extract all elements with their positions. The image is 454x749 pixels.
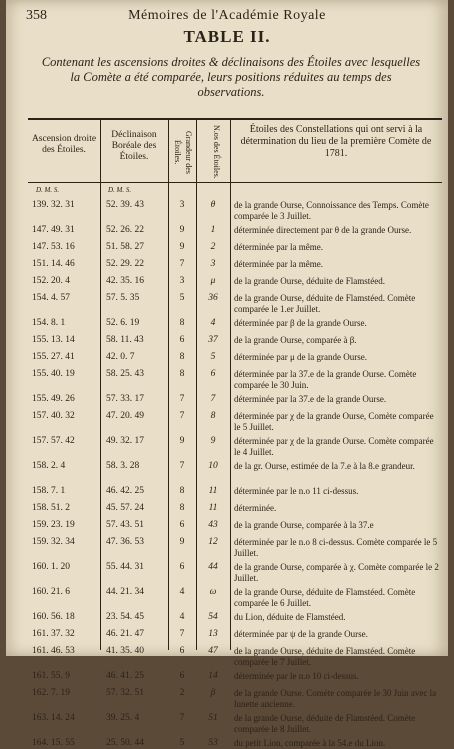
- ascension-cell: 157. 40. 32: [32, 411, 75, 421]
- declinaison-cell: 47. 20. 49: [106, 411, 144, 421]
- ascension-cell: 160. 1. 20: [32, 562, 70, 572]
- grandeur-cell: 9: [179, 242, 185, 252]
- ascension-cell: 157. 57. 42: [32, 436, 75, 446]
- numero-cell: 14: [208, 671, 218, 681]
- grandeur-cell: 2: [179, 688, 185, 698]
- numero-cell: 36: [208, 293, 218, 303]
- ascension-cell: 162. 7. 19: [32, 688, 70, 698]
- grandeur-cell: 4: [179, 587, 185, 597]
- header-ascension: Ascension droite des Étoiles.: [31, 134, 97, 155]
- table-header: [28, 120, 442, 183]
- grandeur-cell: 7: [179, 259, 185, 269]
- unit-dec: D. M. S.: [108, 186, 132, 194]
- grandeur-cell: 7: [179, 713, 185, 723]
- ascension-cell: 147. 49. 31: [32, 225, 75, 235]
- declinaison-cell: 57. 33. 17: [106, 394, 144, 404]
- etoile-cell: de la grande Ourse, déduite de Flamstéed. Comète comparée le 8 Juillet.: [234, 713, 416, 734]
- declinaison-cell: 52. 26. 22: [106, 225, 144, 235]
- grandeur-cell: 8: [179, 352, 185, 362]
- numero-cell: 1: [210, 225, 216, 235]
- grandeur-cell: 8: [179, 503, 185, 513]
- numero-cell: 54: [208, 612, 218, 622]
- declinaison-cell: 42. 0. 7: [106, 352, 135, 362]
- ascension-cell: 164. 15. 55: [32, 738, 75, 748]
- ascension-cell: 158. 2. 4: [32, 461, 66, 471]
- ascension-cell: 155. 49. 26: [32, 394, 75, 404]
- running-head: Mémoires de l'Académie Royale: [128, 8, 326, 23]
- etoile-cell: de la grande Ourse. Comète comparée le 30 Juin avec la lunette ancienne.: [234, 688, 437, 709]
- header-declinaison: Déclinaison Boréale des Étoiles.: [111, 130, 157, 162]
- numero-cell: 11: [208, 486, 218, 496]
- numero-cell: ω: [209, 587, 217, 597]
- numero-cell: 7: [210, 394, 216, 404]
- ascension-cell: 155. 13. 14: [32, 335, 75, 345]
- declinaison-cell: 39. 25. 4: [106, 713, 140, 723]
- grandeur-cell: 6: [179, 562, 185, 572]
- grandeur-cell: 9: [179, 537, 185, 547]
- numero-cell: 37: [208, 335, 218, 345]
- etoile-cell: de la grande Ourse, comparée à la 37.e: [234, 520, 374, 530]
- etoile-cell: déterminée par χ de la grande Ourse. Comète comparée le 4 Juillet.: [234, 436, 434, 457]
- grandeur-cell: 7: [179, 411, 185, 421]
- ascension-cell: 160. 56. 18: [32, 612, 75, 622]
- grandeur-cell: 6: [179, 671, 185, 681]
- declinaison-cell: 57. 5. 35: [106, 293, 140, 303]
- ascension-cell: 158. 7. 1: [32, 486, 66, 496]
- numero-cell: 9: [210, 436, 216, 446]
- etoile-cell: déterminée par χ de la grande Ourse, Comète comparée le 5 Juillet.: [234, 411, 434, 432]
- etoile-cell: de la gr. Ourse, estimée de la 7.e à la 8.e grandeur.: [234, 461, 415, 471]
- ascension-cell: 159. 23. 19: [32, 520, 75, 530]
- header-etoiles: Étoiles des Constellations qui ont servi à la détermination du lieu de la première Comète de 1781.: [240, 124, 432, 159]
- ascension-cell: 161. 55. 9: [32, 671, 70, 681]
- etoile-cell: de la grande Ourse, comparée à β.: [234, 335, 357, 345]
- ascension-cell: 161. 37. 32: [32, 629, 75, 639]
- numero-cell: 5: [210, 352, 216, 362]
- header-numero-text: N.os des Étoiles.: [212, 125, 221, 179]
- numero-cell: 44: [208, 562, 218, 572]
- grandeur-cell: 9: [179, 436, 185, 446]
- numero-cell: 2: [210, 242, 216, 252]
- declinaison-cell: 47. 36. 53: [106, 537, 144, 547]
- grandeur-cell: 4: [179, 612, 185, 622]
- page-number: 358: [26, 8, 47, 23]
- grandeur-cell: 6: [179, 646, 185, 656]
- book-page: [6, 0, 448, 748]
- grandeur-cell: 5: [179, 293, 185, 303]
- table-title: TABLE II.: [183, 27, 271, 46]
- etoile-cell: de la grande Ourse, déduite de Flamstéed. Comète comparée le 1.er Juillet.: [234, 293, 416, 314]
- grandeur-cell: 8: [179, 318, 185, 328]
- numero-cell: μ: [210, 276, 216, 286]
- declinaison-cell: 52. 39. 43: [106, 200, 144, 210]
- etoile-cell: déterminée par le n.o 11 ci-dessus.: [234, 486, 359, 496]
- numero-cell: 51: [208, 713, 218, 723]
- etoile-cell: déterminée.: [234, 503, 277, 513]
- grandeur-cell: 6: [179, 520, 185, 530]
- etoile-cell: de la grande Ourse, déduite de Flamstéed. Comète comparée le 6 Juillet.: [234, 587, 416, 608]
- ascension-cell: 154. 8. 1: [32, 318, 66, 328]
- declinaison-cell: 46. 41. 25: [106, 671, 144, 681]
- ascension-cell: 152. 20. 4: [32, 276, 70, 286]
- table-subtitle: Contenant les ascensions droites & déclinaisons des Étoiles avec lesquelles la Comète a été comparée, leurs positions réduites au temps des observations.: [41, 55, 421, 99]
- declinaison-cell: 57. 43. 51: [106, 520, 144, 530]
- grandeur-cell: 7: [179, 461, 185, 471]
- ascension-cell: 161. 46. 53: [32, 646, 75, 656]
- declinaison-cell: 55. 44. 31: [106, 562, 144, 572]
- numero-cell: 8: [210, 411, 216, 421]
- declinaison-cell: 45. 57. 24: [106, 503, 144, 513]
- declinaison-cell: 44. 21. 34: [106, 587, 144, 597]
- ascension-cell: 155. 40. 19: [32, 369, 75, 379]
- ascension-cell: 139. 32. 31: [32, 200, 75, 210]
- grandeur-cell: 8: [179, 486, 185, 496]
- header-numero: [196, 120, 230, 182]
- numero-cell: 13: [208, 629, 218, 639]
- header-grandeur-text: Grandeur des Étoiles.: [173, 130, 193, 174]
- etoile-cell: déterminée par μ de la grande Ourse.: [234, 352, 368, 362]
- declinaison-cell: 58. 25. 43: [106, 369, 144, 379]
- grandeur-cell: 9: [179, 225, 185, 235]
- declinaison-cell: 58. 11. 43: [106, 335, 144, 345]
- numero-cell: 10: [208, 461, 218, 471]
- declinaison-cell: 51. 58. 27: [106, 242, 144, 252]
- etoile-cell: déterminée par β de la grande Ourse.: [234, 318, 367, 328]
- etoile-cell: déterminée par la 37.e de la grande Ourse. Comète comparée le 30 Juin.: [234, 369, 417, 390]
- etoile-cell: de la grande Ourse, Connoissance des Temps. Comète comparée le 3 Juillet.: [234, 200, 429, 221]
- declinaison-cell: 41. 35. 40: [106, 646, 144, 656]
- etoile-cell: déterminée par la 37.e de la grande Ourse.: [234, 394, 387, 404]
- numero-cell: 53: [208, 738, 218, 748]
- ascension-cell: 154. 4. 57: [32, 293, 70, 303]
- etoile-cell: du Lion, déduite de Flamstéed.: [234, 612, 346, 622]
- numero-cell: β: [210, 688, 216, 698]
- grandeur-cell: 7: [179, 394, 185, 404]
- grandeur-cell: 3: [179, 200, 185, 210]
- numero-cell: 6: [210, 369, 216, 379]
- ascension-cell: 163. 14. 24: [32, 713, 75, 723]
- etoile-cell: déterminée par le n.o 10 ci-dessus.: [234, 671, 359, 681]
- etoile-cell: déterminée par la même.: [234, 242, 323, 252]
- numero-cell: θ: [210, 200, 216, 210]
- etoile-cell: de la grande Ourse, déduite de Flamstéed. Comète comparée le 7 Juillet.: [234, 646, 416, 667]
- etoile-cell: de la grande Ourse, déduite de Flamstéed.: [234, 276, 385, 286]
- etoile-cell: déterminée par le n.o 8 ci-dessus. Comète comparée le 5 Juillet.: [234, 537, 438, 558]
- grandeur-cell: 5: [179, 738, 185, 748]
- ascension-cell: 159. 32. 34: [32, 537, 75, 547]
- declinaison-cell: 49. 32. 17: [106, 436, 144, 446]
- grandeur-cell: 8: [179, 369, 185, 379]
- numero-cell: 43: [208, 520, 218, 530]
- ascension-cell: 158. 51. 2: [32, 503, 70, 513]
- declinaison-cell: 46. 21. 47: [106, 629, 144, 639]
- numero-cell: 11: [208, 503, 218, 513]
- ascension-cell: 155. 27. 41: [32, 352, 75, 362]
- unit-asc: D. M. S.: [36, 186, 60, 194]
- numero-cell: 12: [208, 537, 218, 547]
- etoile-cell: déterminée directement par θ de la grande Ourse.: [234, 225, 412, 235]
- star-table: [28, 118, 442, 748]
- declinaison-cell: 42. 35. 16: [106, 276, 144, 286]
- declinaison-cell: 57. 32. 51: [106, 688, 144, 698]
- declinaison-cell: 52. 6. 19: [106, 318, 140, 328]
- declinaison-cell: 23. 54. 45: [106, 612, 144, 622]
- ascension-cell: 160. 21. 6: [32, 587, 70, 597]
- declinaison-cell: 25. 50. 44: [106, 738, 144, 748]
- declinaison-cell: 58. 3. 28: [106, 461, 140, 471]
- numero-cell: 3: [210, 259, 216, 269]
- header-grandeur: [168, 120, 196, 182]
- declinaison-cell: 46. 42. 25: [106, 486, 144, 496]
- grandeur-cell: 3: [179, 276, 185, 286]
- etoile-cell: déterminée par la même.: [234, 259, 323, 269]
- grandeur-cell: 6: [179, 335, 185, 345]
- etoile-cell: de la grande Ourse, comparée à χ. Comète comparée le 2 Juillet.: [234, 562, 439, 583]
- ascension-cell: 147. 53. 16: [32, 242, 75, 252]
- ascension-cell: 151. 14. 46: [32, 259, 75, 269]
- grandeur-cell: 7: [179, 629, 185, 639]
- declinaison-cell: 52. 29. 22: [106, 259, 144, 269]
- numero-cell: 4: [210, 318, 216, 328]
- etoile-cell: déterminée par ψ de la grande Ourse.: [234, 629, 368, 639]
- etoile-cell: du petit Lion, comparée à la 54.e du Lion.: [234, 738, 386, 748]
- numero-cell: 47: [208, 646, 218, 656]
- column-divider: [230, 120, 231, 650]
